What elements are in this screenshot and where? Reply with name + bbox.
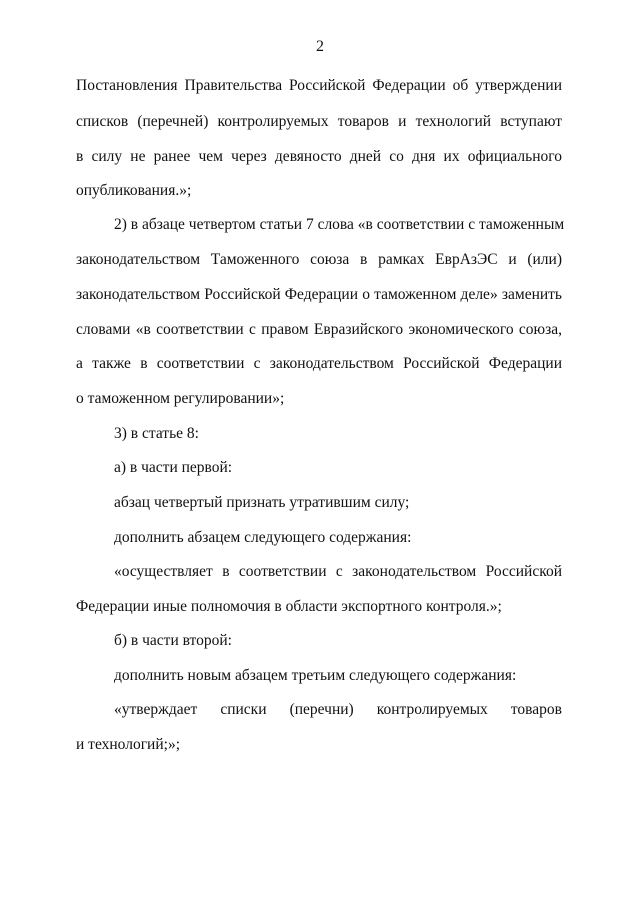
text-line: законодательством Российской Федерации о таможенном деле» заменить — [76, 286, 562, 303]
text-line: абзац четвертый признать утратившим силу; — [114, 494, 410, 511]
text-line: Постановления Правительства Российской Федерации об утверждении — [76, 77, 562, 94]
text-line: и технологий;»; — [76, 736, 181, 753]
text-line: 3) в статье 8: — [114, 425, 199, 442]
text-line: в силу не ранее чем через девяносто дней со дня их официального — [76, 148, 562, 165]
text-line: словами «в соответствии с правом Евразийского экономического союза, — [76, 321, 562, 338]
text-line: списков (перечней) контролируемых товаров и технологий вступают — [76, 113, 562, 130]
page-number: 2 — [316, 38, 324, 55]
text-line: о таможенном регулировании»; — [76, 390, 285, 407]
text-line: «утверждает списки (перечни) контролируемых товаров — [114, 701, 562, 718]
text-line: законодательством Таможенного союза в рамках ЕврАзЭС и (или) — [76, 251, 562, 268]
text-line: 2) в абзаце четвертом статьи 7 слова «в соответствии с таможенным — [114, 216, 565, 233]
text-line: дополнить абзацем следующего содержания: — [114, 529, 412, 546]
text-line: опубликования.»; — [76, 182, 192, 199]
text-line: «осуществляет в соответствии с законодательством Российской — [114, 563, 562, 580]
text-line: а) в части первой: — [114, 459, 233, 476]
text-line: а также в соответствии с законодательством Российской Федерации — [76, 355, 562, 372]
text-line: б) в части второй: — [114, 632, 232, 649]
text-line: Федерации иные полномочия в области экспортного контроля.»; — [76, 598, 502, 615]
text-line: дополнить новым абзацем третьим следующего содержания: — [114, 667, 517, 684]
